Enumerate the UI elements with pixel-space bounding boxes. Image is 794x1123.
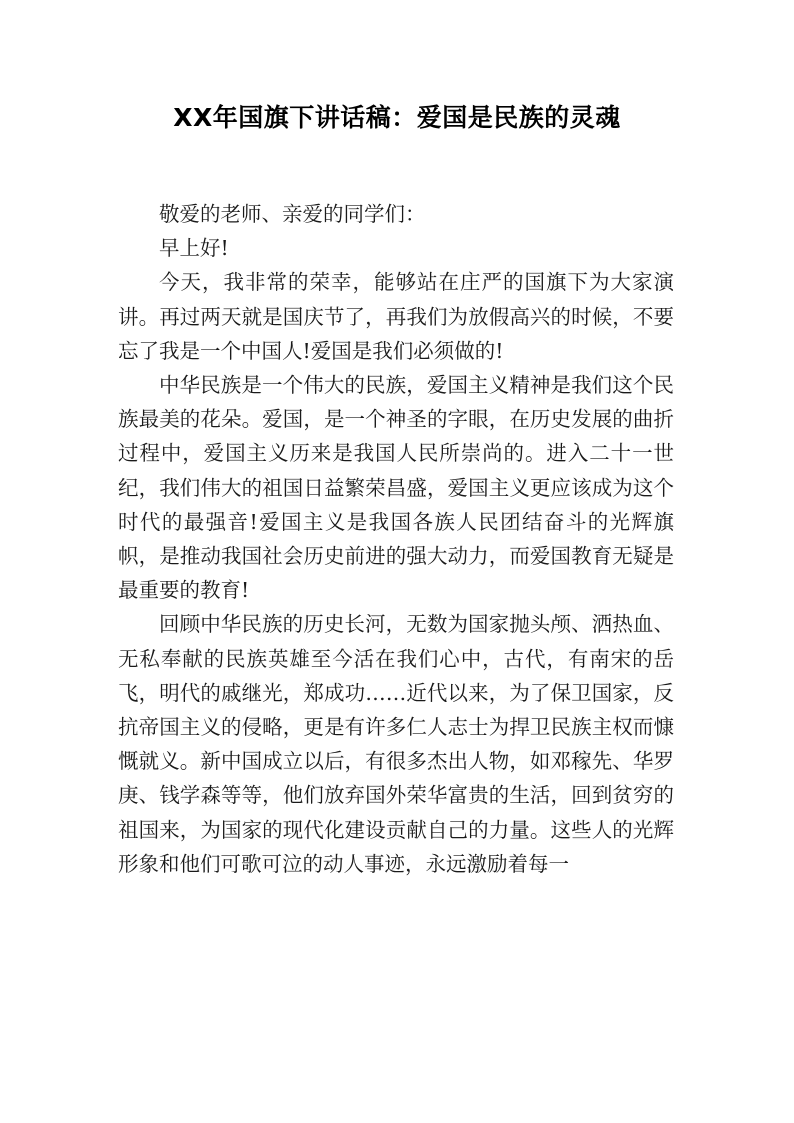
salutation-paragraph: 敬爱的老师、亲爱的同学们： bbox=[159, 202, 426, 226]
body-paragraph: 中华民族是一个伟大的民族，爱国主义精神是我们这个民族最美的花朵。爱国，是一个神圣的字眼，在历史发展的曲折过程中，爱国主义历来是我国人民所崇尚的。进入二十一世纪，我们伟大的祖国日益繁荣昌盛，爱国主义更应该成为这个时代的最强音!爱国主义是我国各族人民团结奋斗的光辉旗帜，是推动我国社会历史前进的强大动力，而爱国教育无疑是最重要的教育! bbox=[118, 373, 674, 603]
document-title: XX年国旗下讲话稿：爱国是民族的灵魂 bbox=[173, 103, 621, 132]
greeting-paragraph: 早上好! bbox=[159, 236, 229, 261]
body-paragraph: 今天，我非常的荣幸，能够站在庄严的国旗下为大家演讲。再过两天就是国庆节了，再我们为放假高兴的时候，不要忘了我是一个中国人!爱国是我们必须做的! bbox=[118, 270, 674, 363]
body-paragraph: 回顾中华民族的历史长河，无数为国家抛头颅、洒热血、无私奉献的民族英雄至今活在我们心中，古代，有南宋的岳飞，明代的戚继光，郑成功……近代以来，为了保卫国家，反抗帝国主义的侵略，更是有许多仁人志士为捍卫民族主权而慷慨就义。新中国成立以后，有很多杰出人物，如邓稼先、华罗庚、钱学森等等，他们放弃国外荣华富贵的生活，回到贫穷的祖国来，为国家的现代化建设贡献自己的力量。这些人的光辉形象和他们可歌可泣的动人事迹，永远激励着每一 bbox=[118, 612, 674, 876]
document-body bbox=[118, 197, 674, 881]
